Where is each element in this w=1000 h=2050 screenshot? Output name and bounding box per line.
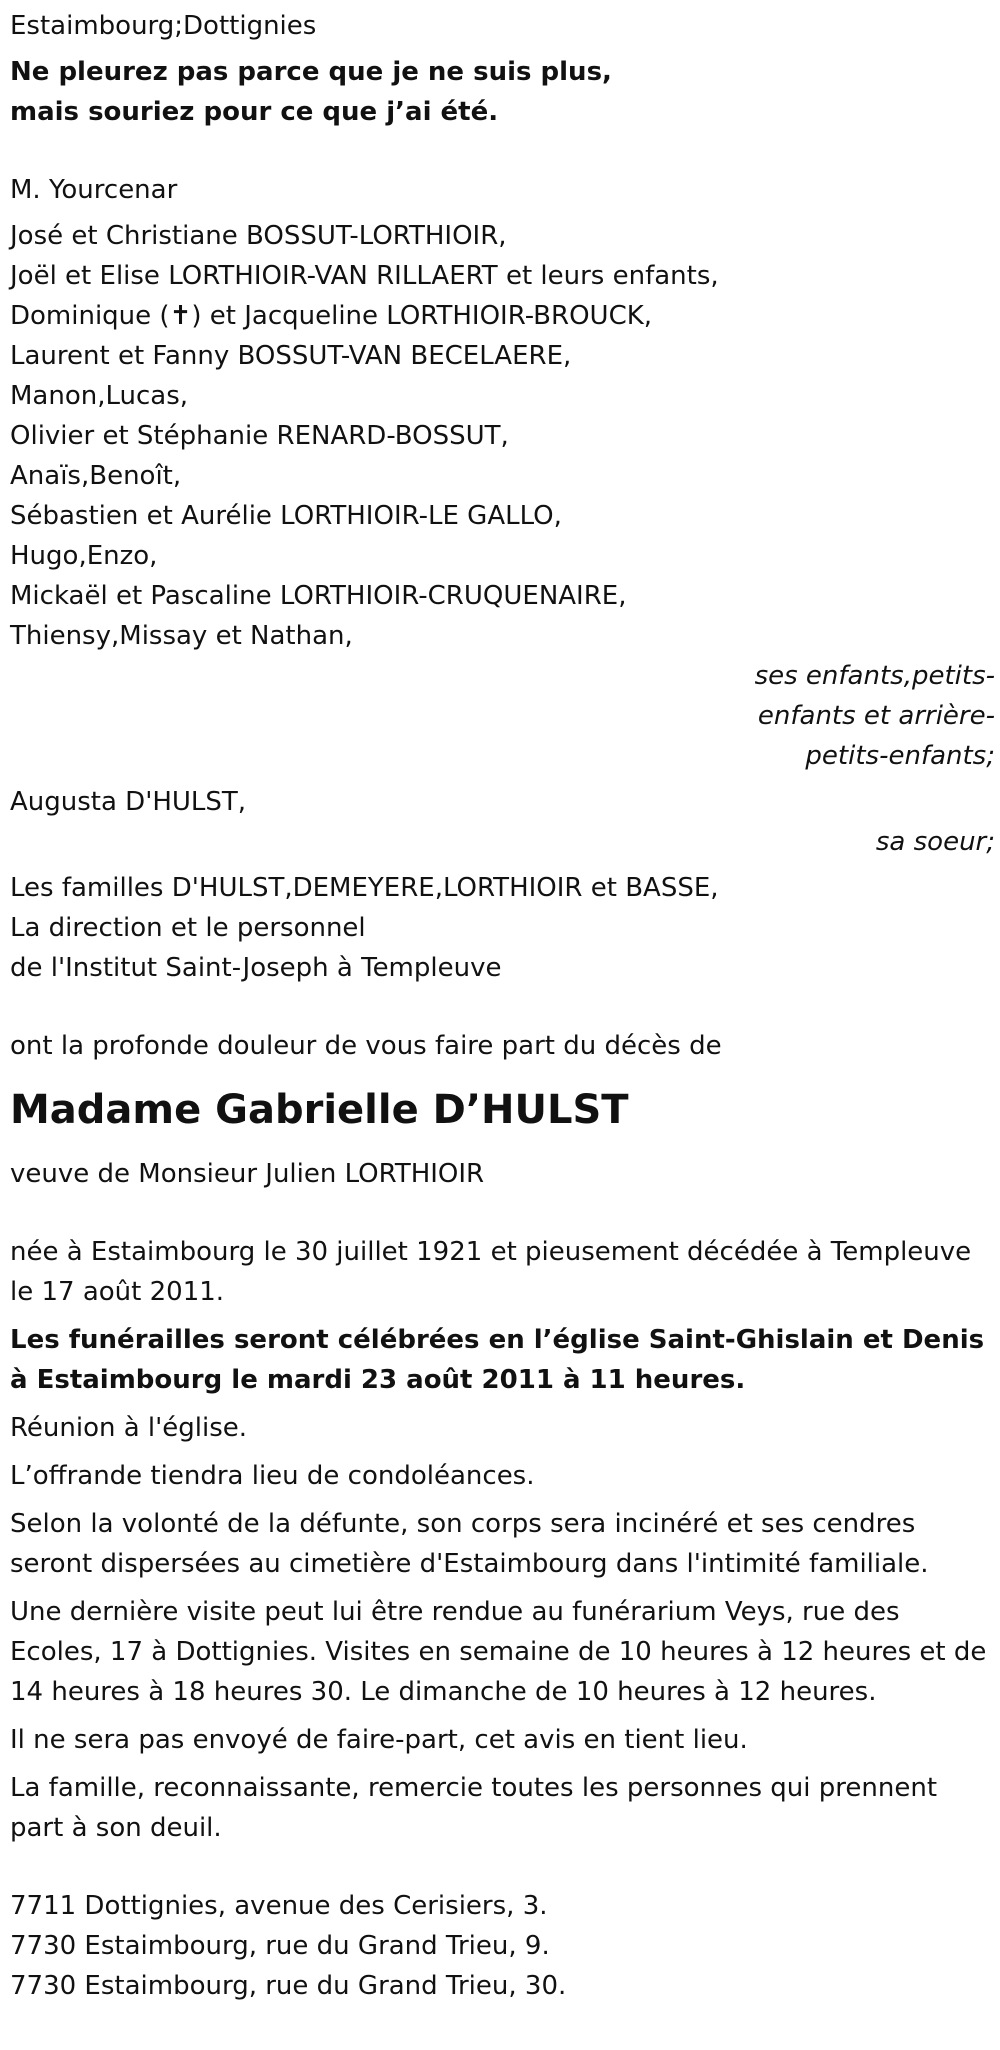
addresses-list: [10, 1886, 995, 2006]
funeral-paragraph: Les funérailles seront célébrées en l’église Saint-Ghislain et Denis à Estaimbourg le mardi 23 août 2011 à 11 heures.: [10, 1325, 985, 1395]
offering-paragraph: L’offrande tiendra lieu de condoléances.: [10, 1461, 535, 1491]
family-line: Thiensy,Missay et Nathan,: [10, 621, 353, 651]
sister-line: Augusta D'HULST,: [10, 787, 247, 817]
family-line: Laurent et Fanny BOSSUT-VAN BECELAERE,: [10, 341, 572, 371]
family-line: Hugo,Enzo,: [10, 541, 158, 571]
widow-of-line: veuve de Monsieur Julien LORTHIOIR: [10, 1159, 485, 1189]
family-line: Manon,Lucas,: [10, 381, 189, 411]
family-line: Anaïs,Benoît,: [10, 461, 182, 491]
thanks-paragraph: La famille, reconnaissante, remercie toutes les personnes qui prennent part à son deuil.: [10, 1773, 938, 1843]
address-line: 7730 Estaimbourg, rue du Grand Trieu, 30.: [10, 1971, 567, 2001]
family-line: José et Christiane BOSSUT-LORTHIOIR,: [10, 221, 507, 251]
obituary-notice: [10, 6, 995, 2006]
quote-author: M. Yourcenar: [10, 175, 178, 205]
quote-line-1: Ne pleurez pas parce que je ne suis plus,: [10, 57, 612, 87]
deceased-name: Madame Gabrielle D’HULST: [10, 1087, 629, 1133]
family-line: Joël et Elise LORTHIOIR-VAN RILLAERT et leurs enfants,: [10, 261, 719, 291]
visit-paragraph: Une dernière visite peut lui être rendue au funérarium Veys, rue des Ecoles, 17 à Dottignies. Visites en semaine de 10 heures à 12 heures et de 14 heures à 18 heures 30. Le dimanche de 10 heures à 12 heures.: [10, 1597, 987, 1707]
no-cards-paragraph: Il ne sera pas envoyé de faire-part, cet avis en tient lieu.: [10, 1725, 748, 1755]
others-list: [10, 868, 995, 988]
others-line: de l'Institut Saint-Joseph à Templeuve: [10, 953, 502, 983]
birth-death-paragraph: née à Estaimbourg le 30 juillet 1921 et pieusement décédée à Templeuve le 17 août 2011.: [10, 1237, 972, 1307]
location-line: Estaimbourg;Dottignies: [10, 11, 317, 41]
sister-relation: sa soeur;: [875, 827, 995, 857]
cremation-paragraph: Selon la volonté de la défunte, son corps sera incinéré et ses cendres seront dispersées au cimetière d'Estaimbourg dans l'intimité familiale.: [10, 1509, 929, 1579]
family-line: Sébastien et Aurélie LORTHIOIR-LE GALLO,: [10, 501, 562, 531]
relation-line: petits-enfants;: [805, 741, 995, 771]
relation-line: enfants et arrière-: [757, 701, 995, 731]
children-relation: [10, 656, 995, 776]
family-line: Olivier et Stéphanie RENARD-BOSSUT,: [10, 421, 509, 451]
address-line: 7711 Dottignies, avenue des Cerisiers, 3.: [10, 1891, 548, 1921]
announcement-intro: ont la profonde douleur de vous faire part du décès de: [10, 1031, 722, 1061]
children-list: [10, 216, 995, 656]
reunion-paragraph: Réunion à l'église.: [10, 1413, 248, 1443]
quote-line-2: mais souriez pour ce que j’ai été.: [10, 97, 499, 127]
family-line: Mickaël et Pascaline LORTHIOIR-CRUQUENAIRE,: [10, 581, 627, 611]
others-line: La direction et le personnel: [10, 913, 366, 943]
relation-line: ses enfants,petits-: [754, 661, 995, 691]
address-line: 7730 Estaimbourg, rue du Grand Trieu, 9.: [10, 1931, 550, 1961]
family-line: Dominique (✝) et Jacqueline LORTHIOIR-BROUCK,: [10, 301, 653, 331]
others-line: Les familles D'HULST,DEMEYERE,LORTHIOIR et BASSE,: [10, 873, 719, 903]
